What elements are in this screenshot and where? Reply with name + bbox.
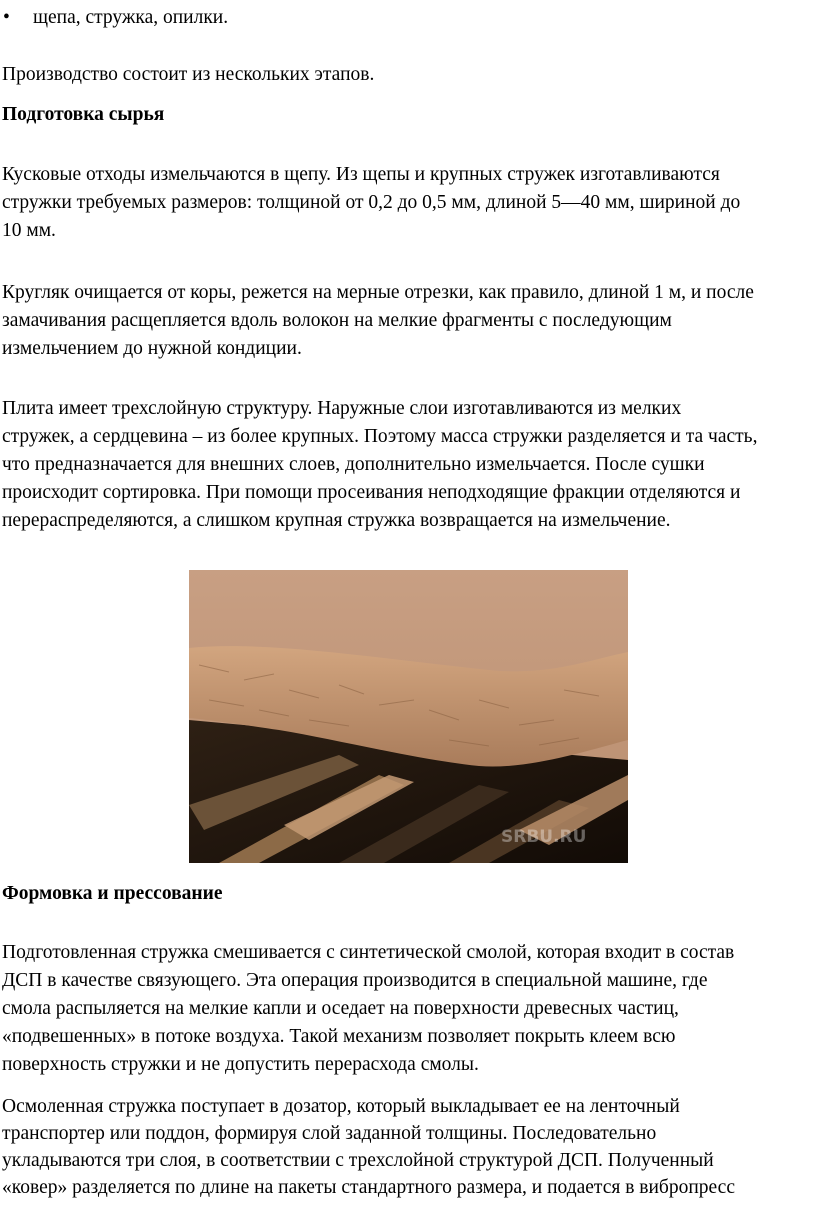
paragraph-line: 10 мм. [2,220,56,241]
wood-chip-mat-photo [189,570,628,863]
intro-paragraph: Производство состоит из нескольких этапов. [2,64,375,85]
paragraph-line: замачивания расщепляется вдоль волокон на мелкие фрагменты с последующим [2,310,672,331]
paragraph-line: Кругляк очищается от коры, режется на мерные отрезки, как правило, длиной 1 м, и после [2,282,754,303]
paragraph-line: Кусковые отходы измельчаются в щепу. Из щепы и крупных стружек изготавливаются [2,164,720,185]
paragraph-line: стружек, а сердцевина – из более крупных. Поэтому масса стружки разделяется и та часть, [2,426,758,447]
bullet-marker: • [3,7,10,28]
paragraph-line: поверхность стружки и не допустить перерасхода смолы. [2,1054,479,1075]
paragraph-line: Плита имеет трехслойную структуру. Наружные слои изготавливаются из мелких [2,398,682,419]
paragraph-line: укладываются три слоя, в соответствии с трехслойной структурой ДСП. Полученный [2,1150,714,1171]
paragraph-line: «ковер» разделяется по длине на пакеты стандартного размера, и подается в вибропресс [2,1177,735,1198]
paragraph-line: перераспределяются, а слишком крупная стружка возвращается на измельчение. [2,510,671,531]
paragraph-line: транспортер или поддон, формируя слой заданной толщины. Последовательно [2,1123,657,1144]
paragraph-line: смола распыляется на мелкие капли и оседает на поверхности древесных частиц, [2,998,679,1019]
paragraph-line: ДСП в качестве связующего. Эта операция производится в специальной машине, где [2,970,708,991]
paragraph-line: что предназначается для внешних слоев, дополнительно измельчается. После сушки [2,454,705,475]
paragraph-line: Подготовленная стружка смешивается с синтетической смолой, которая входит в состав [2,942,735,963]
paragraph-line: «подвешенных» в потоке воздуха. Такой механизм позволяет покрыть клеем всю [2,1026,676,1047]
section-heading-raw-material: Подготовка сырья [2,104,165,125]
photo-watermark: SRBU.RU [501,827,587,847]
section-heading-forming-pressing: Формовка и прессование [2,883,223,904]
paragraph-line: Осмоленная стружка поступает в дозатор, который выкладывает ее на ленточный [2,1096,680,1117]
paragraph-line: стружки требуемых размеров: толщиной от 0,2 до 0,5 мм, длиной 5—40 мм, шириной до [2,192,741,213]
bullet-item-text: щепа, стружка, опилки. [33,7,229,28]
paragraph-line: измельчением до нужной кондиции. [2,338,302,359]
paragraph-line: происходит сортировка. При помощи просеивания неподходящие фракции отделяются и [2,482,741,503]
